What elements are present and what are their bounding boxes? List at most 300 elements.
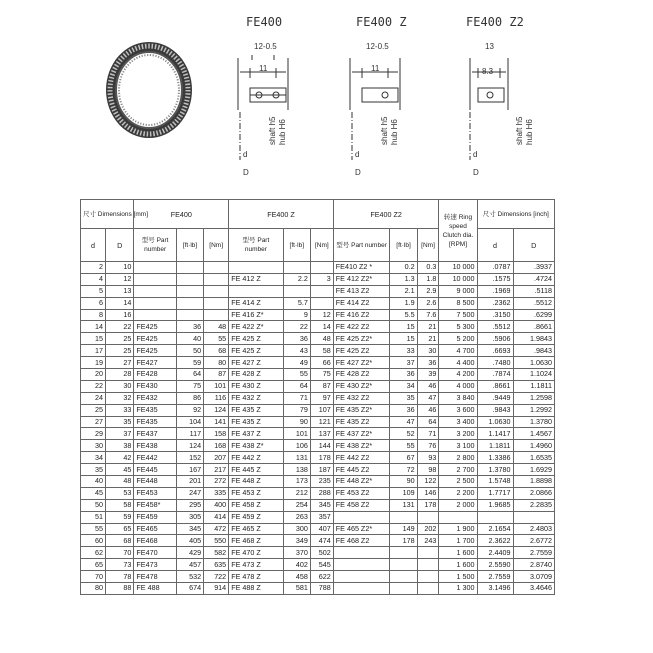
cell-nm-z: 14 [310, 321, 333, 333]
cell-D: 45 [106, 464, 134, 476]
cell-d-inch: .9843 [477, 404, 513, 416]
cell-d: 34 [81, 452, 106, 464]
cell-rpm: 2 500 [439, 476, 477, 488]
cell-nm-z2: 71 [417, 428, 439, 440]
cell-nm-fe400: 335 [204, 487, 229, 499]
cell-D: 70 [106, 547, 134, 559]
cell-rpm: 3 100 [439, 440, 477, 452]
cell-D-inch: 1.2598 [513, 392, 555, 404]
shaft-label-c: shaft h5 [515, 116, 524, 145]
header-D-inch: D [513, 229, 555, 262]
cell-part-fe400: FE428 [134, 369, 176, 381]
cell-rpm: 5 300 [439, 321, 477, 333]
cell-part-fe400: FE430 [134, 380, 176, 392]
cell-ftlb-z2: 52 [390, 428, 417, 440]
cell-ftlb-z2: 149 [390, 523, 417, 535]
cell-d-inch: .1969 [477, 285, 513, 297]
cell-nm-z2: 202 [417, 523, 439, 535]
cell-part-z: FE 435 Z [229, 404, 283, 416]
cell-nm-fe400: 124 [204, 404, 229, 416]
cell-d: 55 [81, 523, 106, 535]
drawing-title-fe400z2: FE400 Z2 [466, 15, 524, 29]
cell-rpm [439, 511, 477, 523]
cell-d: 15 [81, 333, 106, 345]
cell-rpm: 3 600 [439, 404, 477, 416]
cell-D-inch: .4724 [513, 273, 555, 285]
cell-ftlb-z: 5.7 [283, 297, 310, 309]
cell-D: 78 [106, 571, 134, 583]
cell-ftlb-z: 458 [283, 571, 310, 583]
cell-ftlb-z2: 15 [390, 321, 417, 333]
cell-nm-z [310, 262, 333, 274]
cell-ftlb-z2: 36 [390, 369, 417, 381]
cell-d-inch: 2.7559 [477, 571, 513, 583]
cell-nm-z: 788 [310, 583, 333, 595]
cell-part-z2: FE 438 Z2* [333, 440, 390, 452]
cell-nm-fe400: 116 [204, 392, 229, 404]
cell-ftlb-fe400: 532 [176, 571, 203, 583]
cell-D: 25 [106, 345, 134, 357]
cell-D-inch: 1.4960 [513, 440, 555, 452]
cell-d: 62 [81, 547, 106, 559]
cell-D-inch: 2.2835 [513, 499, 555, 511]
cell-D: 30 [106, 380, 134, 392]
cell-ftlb-fe400 [176, 309, 203, 321]
cell-part-z2: FE 465 Z2* [333, 523, 390, 535]
cell-nm-z2: 0.3 [417, 262, 439, 274]
cell-part-z2 [333, 547, 390, 559]
cell-part-fe400 [134, 309, 176, 321]
technical-drawings [0, 0, 653, 200]
cell-nm-z2: 98 [417, 464, 439, 476]
cell-nm-z: 407 [310, 523, 333, 535]
cell-rpm: 4 000 [439, 380, 477, 392]
header-part-number-z: 型号 Part number [229, 229, 283, 262]
cell-nm-z2: 1.8 [417, 273, 439, 285]
cell-ftlb-fe400: 674 [176, 583, 203, 595]
cell-nm-z: 545 [310, 559, 333, 571]
cell-d: 51 [81, 511, 106, 523]
dim-width-a: 12-0.5 [254, 42, 277, 51]
cell-ftlb-fe400: 167 [176, 464, 203, 476]
header-fe400z: FE400 Z [229, 200, 334, 229]
cell-ftlb-z: 370 [283, 547, 310, 559]
dim-inner-c: 8.3 [482, 67, 494, 76]
header-d: d [81, 229, 106, 262]
cell-part-z2: FE 435 Z2* [333, 404, 390, 416]
cell-ftlb-z2: 0.2 [390, 262, 417, 274]
cell-ftlb-fe400: 152 [176, 452, 203, 464]
cell-part-fe400: FE465 [134, 523, 176, 535]
cell-nm-z2 [417, 547, 439, 559]
cell-d: 45 [81, 487, 106, 499]
cell-nm-z: 58 [310, 345, 333, 357]
cell-D: 73 [106, 559, 134, 571]
cell-d: 20 [81, 369, 106, 381]
cell-nm-z: 107 [310, 404, 333, 416]
cell-part-z: FE 458 Z [229, 499, 283, 511]
cell-d: 22 [81, 380, 106, 392]
cell-d-inch: 2.1654 [477, 523, 513, 535]
header-fe400z2: FE400 Z2 [333, 200, 439, 229]
table-row [81, 523, 555, 535]
dim-inner-b: 11 [371, 64, 380, 73]
cell-ftlb-z2: 55 [390, 440, 417, 452]
cell-part-fe400: FE442 [134, 452, 176, 464]
cell-part-fe400: FE459 [134, 511, 176, 523]
cell-nm-fe400: 141 [204, 416, 229, 428]
cell-d-inch: .6693 [477, 345, 513, 357]
cell-d-inch: .1575 [477, 273, 513, 285]
cell-d: 29 [81, 428, 106, 440]
cell-nm-z: 288 [310, 487, 333, 499]
cell-part-z: FE 442 Z [229, 452, 283, 464]
cell-d-inch: 1.3386 [477, 452, 513, 464]
cell-rpm: 4 200 [439, 369, 477, 381]
cell-ftlb-fe400: 92 [176, 404, 203, 416]
cell-rpm: 1 500 [439, 571, 477, 583]
cell-nm-z2: 122 [417, 476, 439, 488]
cell-D: 33 [106, 404, 134, 416]
cell-nm-fe400 [204, 297, 229, 309]
drawings-area [0, 0, 653, 200]
cell-ftlb-fe400: 124 [176, 440, 203, 452]
spec-table-body [81, 262, 555, 595]
cell-nm-fe400: 158 [204, 428, 229, 440]
cell-part-z2: FE 437 Z2* [333, 428, 390, 440]
hub-label-b: hub H6 [390, 119, 399, 145]
cell-D-inch: 1.1024 [513, 369, 555, 381]
cell-nm-z: 345 [310, 499, 333, 511]
cell-nm-z [310, 297, 333, 309]
cell-rpm: 2 700 [439, 464, 477, 476]
cell-d-inch: 1.5748 [477, 476, 513, 488]
cell-d: 30 [81, 440, 106, 452]
cell-D-inch: .5512 [513, 297, 555, 309]
cell-D-inch: .3937 [513, 262, 555, 274]
cell-ftlb-z2 [390, 547, 417, 559]
cell-part-z: FE 432 Z [229, 392, 283, 404]
cell-nm-z: 622 [310, 571, 333, 583]
cell-D: 16 [106, 309, 134, 321]
table-row [81, 357, 555, 369]
table-row [81, 428, 555, 440]
table-row [81, 416, 555, 428]
table-row [81, 487, 555, 499]
cell-d: 17 [81, 345, 106, 357]
cell-nm-z: 87 [310, 380, 333, 392]
cell-nm-z2: 21 [417, 321, 439, 333]
cell-rpm: 1 900 [439, 523, 477, 535]
cell-ftlb-z: 43 [283, 345, 310, 357]
cell-D: 35 [106, 416, 134, 428]
cell-rpm: 1 600 [439, 559, 477, 571]
cell-part-z: FE 453 Z [229, 487, 283, 499]
cell-d-inch [477, 511, 513, 523]
cell-part-z2: FE 414 Z2 [333, 297, 390, 309]
cell-part-z2: FE 468 Z2 [333, 535, 390, 547]
cell-part-z2: FE 422 Z2 [333, 321, 390, 333]
cell-nm-z: 75 [310, 369, 333, 381]
cell-ftlb-z: 263 [283, 511, 310, 523]
cell-ftlb-z: 64 [283, 380, 310, 392]
table-row [81, 262, 555, 274]
cell-nm-z2: 36 [417, 357, 439, 369]
cell-nm-fe400: 722 [204, 571, 229, 583]
cell-part-z2: FE 430 Z2* [333, 380, 390, 392]
cell-rpm: 8 500 [439, 297, 477, 309]
cell-D-inch: 3.4646 [513, 583, 555, 595]
table-row [81, 559, 555, 571]
cell-ftlb-z2: 1.9 [390, 297, 417, 309]
cell-nm-fe400: 207 [204, 452, 229, 464]
spec-table [80, 199, 555, 595]
cell-part-fe400: FE435 [134, 416, 176, 428]
cell-ftlb-fe400: 59 [176, 357, 203, 369]
cell-rpm: 3 400 [439, 416, 477, 428]
cell-part-z: FE 412 Z [229, 273, 283, 285]
cell-part-z: FE 414 Z [229, 297, 283, 309]
cell-ftlb-z2: 35 [390, 392, 417, 404]
cell-D: 32 [106, 392, 134, 404]
cell-ftlb-z2: 36 [390, 404, 417, 416]
cell-D-inch: 1.0630 [513, 357, 555, 369]
cell-part-z2: FE 442 Z2 [333, 452, 390, 464]
cell-D: 14 [106, 297, 134, 309]
cell-d-inch: .2362 [477, 297, 513, 309]
cell-nm-z: 12 [310, 309, 333, 321]
cell-D-inch: .8661 [513, 321, 555, 333]
cell-ftlb-z [283, 262, 310, 274]
cell-D-inch: 1.2992 [513, 404, 555, 416]
cell-part-z: FE 473 Z [229, 559, 283, 571]
cell-part-z2: FE 425 Z2 [333, 345, 390, 357]
cell-ftlb-z2: 72 [390, 464, 417, 476]
cell-d-inch: .3150 [477, 309, 513, 321]
header-nm: [Nm] [204, 229, 229, 262]
cell-part-fe400: FE445 [134, 464, 176, 476]
cell-nm-fe400: 914 [204, 583, 229, 595]
D-label-b: D [355, 168, 361, 177]
table-row [81, 273, 555, 285]
cell-ftlb-z2: 5.5 [390, 309, 417, 321]
cell-ftlb-z2 [390, 559, 417, 571]
table-row [81, 464, 555, 476]
cell-nm-fe400 [204, 262, 229, 274]
cell-D: 88 [106, 583, 134, 595]
cell-nm-fe400: 68 [204, 345, 229, 357]
cell-d-inch: .0787 [477, 262, 513, 274]
cell-nm-z2 [417, 559, 439, 571]
cell-ftlb-z: 300 [283, 523, 310, 535]
cell-nm-z2: 2.9 [417, 285, 439, 297]
cell-ftlb-z: 173 [283, 476, 310, 488]
cell-part-z2: FE 448 Z2* [333, 476, 390, 488]
cell-part-z2: FE 427 Z2* [333, 357, 390, 369]
dim-inner-a: 11 [259, 64, 268, 73]
cell-D-inch: 2.8740 [513, 559, 555, 571]
header-D: D [106, 229, 134, 262]
cell-part-z: FE 488 Z [229, 583, 283, 595]
cell-rpm: 4 400 [439, 357, 477, 369]
cell-rpm: 2 800 [439, 452, 477, 464]
cell-ftlb-fe400: 405 [176, 535, 203, 547]
cell-part-fe400: FE427 [134, 357, 176, 369]
cell-ftlb-z2: 34 [390, 380, 417, 392]
cell-part-fe400: FE425 [134, 345, 176, 357]
table-row [81, 392, 555, 404]
table-row [81, 511, 555, 523]
cell-rpm: 1 700 [439, 535, 477, 547]
cell-D: 42 [106, 452, 134, 464]
cell-d-inch: 1.0630 [477, 416, 513, 428]
cell-D-inch: .5118 [513, 285, 555, 297]
cell-ftlb-fe400: 429 [176, 547, 203, 559]
cell-part-z2: FE 435 Z2 [333, 416, 390, 428]
cell-d-inch: 1.1811 [477, 440, 513, 452]
cell-D-inch: 2.7559 [513, 547, 555, 559]
cell-rpm: 5 200 [439, 333, 477, 345]
cell-part-fe400: FE458* [134, 499, 176, 511]
cell-D: 37 [106, 428, 134, 440]
cell-ftlb-z: 49 [283, 357, 310, 369]
cell-rpm: 10 000 [439, 262, 477, 274]
table-row [81, 404, 555, 416]
cell-d: 24 [81, 392, 106, 404]
cell-nm-z: 137 [310, 428, 333, 440]
table-row [81, 452, 555, 464]
cell-nm-z: 3 [310, 273, 333, 285]
dim-width-c: 13 [485, 42, 494, 51]
cell-d-inch: .7480 [477, 357, 513, 369]
cell-d-inch: .9449 [477, 392, 513, 404]
cell-d: 5 [81, 285, 106, 297]
cell-ftlb-z2: 67 [390, 452, 417, 464]
cell-nm-z2: 47 [417, 392, 439, 404]
cell-ftlb-z2: 1.3 [390, 273, 417, 285]
cell-nm-z: 474 [310, 535, 333, 547]
cell-d: 25 [81, 404, 106, 416]
cell-ftlb-z2: 178 [390, 535, 417, 547]
cell-part-fe400: FE 488 [134, 583, 176, 595]
cell-part-fe400: FE453 [134, 487, 176, 499]
cell-nm-fe400: 582 [204, 547, 229, 559]
hub-label-c: hub H6 [525, 119, 534, 145]
cell-ftlb-z2: 37 [390, 357, 417, 369]
cell-rpm: 3 840 [439, 392, 477, 404]
header-ftlb: [ft·lb] [176, 229, 203, 262]
cell-D: 59 [106, 511, 134, 523]
cell-part-z: FE 430 Z [229, 380, 283, 392]
cell-part-fe400: FE435 [134, 404, 176, 416]
cell-part-fe400: FE468 [134, 535, 176, 547]
cell-part-fe400: FE478 [134, 571, 176, 583]
table-row [81, 369, 555, 381]
cell-part-fe400: FE425 [134, 333, 176, 345]
D-label-c: D [473, 168, 479, 177]
cell-part-fe400: FE437 [134, 428, 176, 440]
cell-D-inch: .9843 [513, 345, 555, 357]
cell-part-z2 [333, 511, 390, 523]
cell-ftlb-fe400: 247 [176, 487, 203, 499]
D-label-a: D [243, 168, 249, 177]
cell-ftlb-z: 36 [283, 333, 310, 345]
cell-ftlb-z2: 47 [390, 416, 417, 428]
cell-part-fe400: FE470 [134, 547, 176, 559]
cell-part-z: FE 428 Z [229, 369, 283, 381]
cell-part-z: FE 427 Z [229, 357, 283, 369]
cell-D: 25 [106, 333, 134, 345]
table-row [81, 321, 555, 333]
cell-rpm: 2 000 [439, 499, 477, 511]
cell-D-inch: 1.3780 [513, 416, 555, 428]
d-label-a: d [243, 150, 248, 159]
cell-part-z2: FE 416 Z2 [333, 309, 390, 321]
cell-ftlb-z: 9 [283, 309, 310, 321]
cell-D-inch: 1.8898 [513, 476, 555, 488]
cell-nm-fe400: 101 [204, 380, 229, 392]
header-dimensions-mm: 尺寸 Dimensions [mm] [81, 200, 134, 229]
cell-ftlb-fe400: 117 [176, 428, 203, 440]
cell-nm-z: 48 [310, 333, 333, 345]
cell-ftlb-z2: 109 [390, 487, 417, 499]
cell-ftlb-z2 [390, 511, 417, 523]
cell-part-z: FE 425 Z [229, 345, 283, 357]
cell-ftlb-z2: 15 [390, 333, 417, 345]
cell-d-inch: 2.3622 [477, 535, 513, 547]
header-nm-z: [Nm] [310, 229, 333, 262]
cell-nm-fe400: 80 [204, 357, 229, 369]
cell-ftlb-z2: 2.1 [390, 285, 417, 297]
cell-d-inch: 2.5590 [477, 559, 513, 571]
cell-nm-fe400: 472 [204, 523, 229, 535]
cell-nm-fe400 [204, 273, 229, 285]
drawing-title-fe400z: FE400 Z [356, 15, 407, 29]
cell-part-fe400 [134, 297, 176, 309]
cell-d: 35 [81, 464, 106, 476]
shaft-label-b: shaft h5 [380, 116, 389, 145]
cell-rpm: 2 200 [439, 487, 477, 499]
dim-width-b: 12-0.5 [366, 42, 389, 51]
cell-part-z: FE 438 Z* [229, 440, 283, 452]
cell-D: 38 [106, 440, 134, 452]
cell-D-inch: 3.0709 [513, 571, 555, 583]
cell-part-z2 [333, 559, 390, 571]
cell-d-inch: 1.3780 [477, 464, 513, 476]
cell-part-z: FE 437 Z [229, 428, 283, 440]
header-ftlb-z2: [ft·lb] [390, 229, 417, 262]
header-d-inch: d [477, 229, 513, 262]
header-rpm: 转速 Ring speed Clutch dia. [RPM] [439, 200, 477, 262]
cell-ftlb-z2: 131 [390, 499, 417, 511]
cell-ftlb-z: 71 [283, 392, 310, 404]
cell-nm-z2 [417, 571, 439, 583]
cell-ftlb-fe400: 104 [176, 416, 203, 428]
cell-nm-z: 235 [310, 476, 333, 488]
header-dimensions-inch: 尺寸 Dimensions [inch] [477, 200, 554, 229]
cell-d: 14 [81, 321, 106, 333]
cell-part-fe400: FE448 [134, 476, 176, 488]
cell-ftlb-z: 2.2 [283, 273, 310, 285]
cell-d: 8 [81, 309, 106, 321]
cell-d: 80 [81, 583, 106, 595]
cell-nm-z [310, 285, 333, 297]
cell-D-inch: 1.6535 [513, 452, 555, 464]
cell-d: 6 [81, 297, 106, 309]
cell-D: 12 [106, 273, 134, 285]
cell-rpm: 9 000 [439, 285, 477, 297]
table-row [81, 297, 555, 309]
